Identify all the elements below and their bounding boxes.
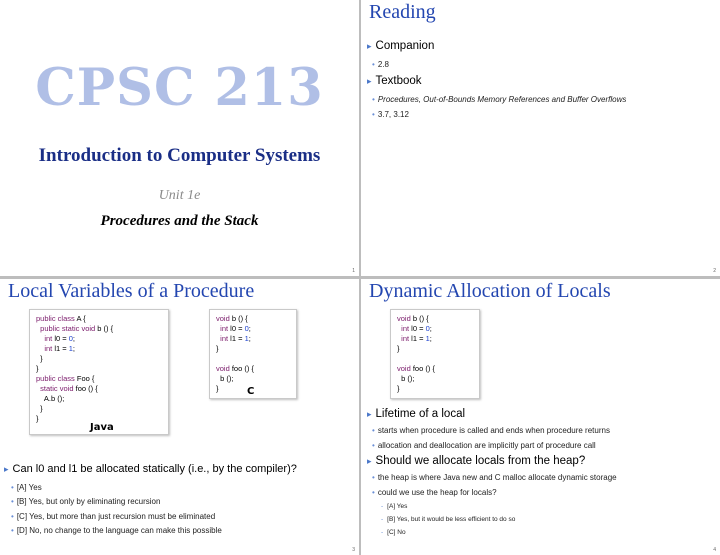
sub-bullet-item: • allocation and deallocation are implicitly part of procedure call: [372, 441, 596, 450]
bullet-dash-icon: -: [381, 503, 384, 510]
slide-2: [361, 0, 720, 276]
bullet-dot-icon: •: [372, 110, 375, 119]
code-line: b ();: [216, 374, 234, 383]
code-line: }: [216, 344, 219, 353]
code-line: }: [36, 404, 43, 413]
sub-sub-bullet-item: - [C] No: [381, 529, 406, 536]
bullet-dash-icon: -: [381, 529, 384, 536]
code-line: int l0 = 0;: [220, 324, 251, 333]
code-line: b ();: [397, 374, 415, 383]
bullet-dot-icon: •: [372, 426, 375, 435]
code-line: }: [36, 354, 43, 363]
sub-bullet-item: • the heap is where Java new and C malloc allocate dynamic storage: [372, 473, 617, 482]
slide-heading: Local Variables of a Procedure: [8, 280, 255, 302]
c-code-box: [209, 309, 297, 399]
slide-1: [0, 0, 359, 276]
bullet-item: ▸ Should we allocate locals from the heap?: [367, 455, 586, 467]
bullet-dot-icon: •: [372, 473, 375, 482]
slide-3: [0, 279, 359, 555]
code-line: public static void b () {: [40, 324, 114, 333]
code-line: int l0 = 0;: [401, 324, 432, 333]
bullet-dot-icon: •: [372, 95, 375, 104]
sub-sub-bullet-item: - [A] Yes: [381, 503, 408, 510]
code-line: void foo () {: [397, 364, 435, 373]
c-code-box: [390, 309, 480, 399]
bullet-dash-icon: -: [381, 516, 384, 523]
bullet-arrow-icon: ▸: [367, 41, 372, 51]
code-line: }: [397, 384, 400, 393]
code-line: void foo () {: [216, 364, 254, 373]
sub-bullet-item: • Procedures, Out-of-Bounds Memory References and Buffer Overflows: [372, 95, 627, 104]
course-title: CPSC 213: [35, 58, 324, 118]
slide-4: [361, 279, 720, 555]
code-line: A.b ();: [36, 394, 65, 403]
sub-bullet-item: • 3.7, 3.12: [372, 110, 409, 119]
bullet-dot-icon: •: [11, 497, 14, 506]
code-line: int l0 = 0;: [44, 334, 75, 343]
bullet-dot-icon: •: [372, 441, 375, 450]
bullet-dot-icon: •: [372, 60, 375, 69]
code-line: [216, 354, 290, 364]
slide-heading: Dynamic Allocation of Locals: [369, 280, 611, 302]
code-line: }: [36, 414, 39, 423]
code-line: int l1 = 1;: [220, 334, 251, 343]
code-line: void b () {: [216, 314, 248, 323]
sub-bullet-item: • starts when procedure is called and ends when procedure returns: [372, 426, 610, 435]
answer-option: • [D] No, no change to the language can make this possible: [11, 526, 222, 535]
course-subtitle: Introduction to Computer Systems: [38, 145, 321, 166]
code-line: public class Foo {: [36, 374, 95, 383]
bullet-item: ▸ Textbook: [367, 75, 422, 87]
bullet-dot-icon: •: [11, 483, 14, 492]
page-number: 1: [352, 268, 355, 274]
bullet-dot-icon: •: [11, 512, 14, 521]
code-line: public class A {: [36, 314, 86, 323]
bullet-dot-icon: •: [372, 488, 375, 497]
code-line: void b () {: [397, 314, 429, 323]
code-line: static void foo () {: [40, 384, 98, 393]
answer-option: • [B] Yes, but only by eliminating recursion: [11, 497, 161, 506]
bullet-arrow-icon: ▸: [367, 76, 372, 86]
java-label: Java: [90, 422, 114, 433]
page-number: 3: [352, 547, 355, 553]
slide-heading: Reading: [369, 1, 436, 23]
bullet-arrow-icon: ▸: [4, 464, 9, 474]
code-line: [397, 354, 473, 364]
code-line: int l1 = 1;: [401, 334, 432, 343]
unit-label: Unit 1e: [158, 188, 201, 203]
code-line: }: [397, 344, 400, 353]
bullet-arrow-icon: ▸: [367, 409, 372, 419]
bullet-item: ▸ Lifetime of a local: [367, 408, 466, 420]
answer-option: • [C] Yes, but more than just recursion must be eliminated: [11, 512, 216, 521]
code-line: }: [36, 364, 39, 373]
page-number: 2: [713, 268, 716, 274]
sub-sub-bullet-item: - [B] Yes, but it would be less efficient to do so: [381, 516, 516, 523]
question-bullet: ▸ Can l0 and l1 be allocated statically (i.e., by the compiler)?: [4, 463, 297, 475]
answer-option: • [A] Yes: [11, 483, 42, 492]
code-line: }: [216, 384, 219, 393]
c-label: C: [247, 386, 255, 397]
page-number: 4: [713, 547, 716, 553]
java-code-box: [29, 309, 169, 435]
code-line: int l1 = 1;: [44, 344, 75, 353]
bullet-arrow-icon: ▸: [367, 456, 372, 466]
unit-title: Procedures and the Stack: [100, 213, 259, 229]
bullet-item: ▸ Companion: [367, 40, 435, 52]
sub-bullet-item: • could we use the heap for locals?: [372, 488, 497, 497]
bullet-dot-icon: •: [11, 526, 14, 535]
sub-bullet-item: • 2.8: [372, 60, 389, 69]
